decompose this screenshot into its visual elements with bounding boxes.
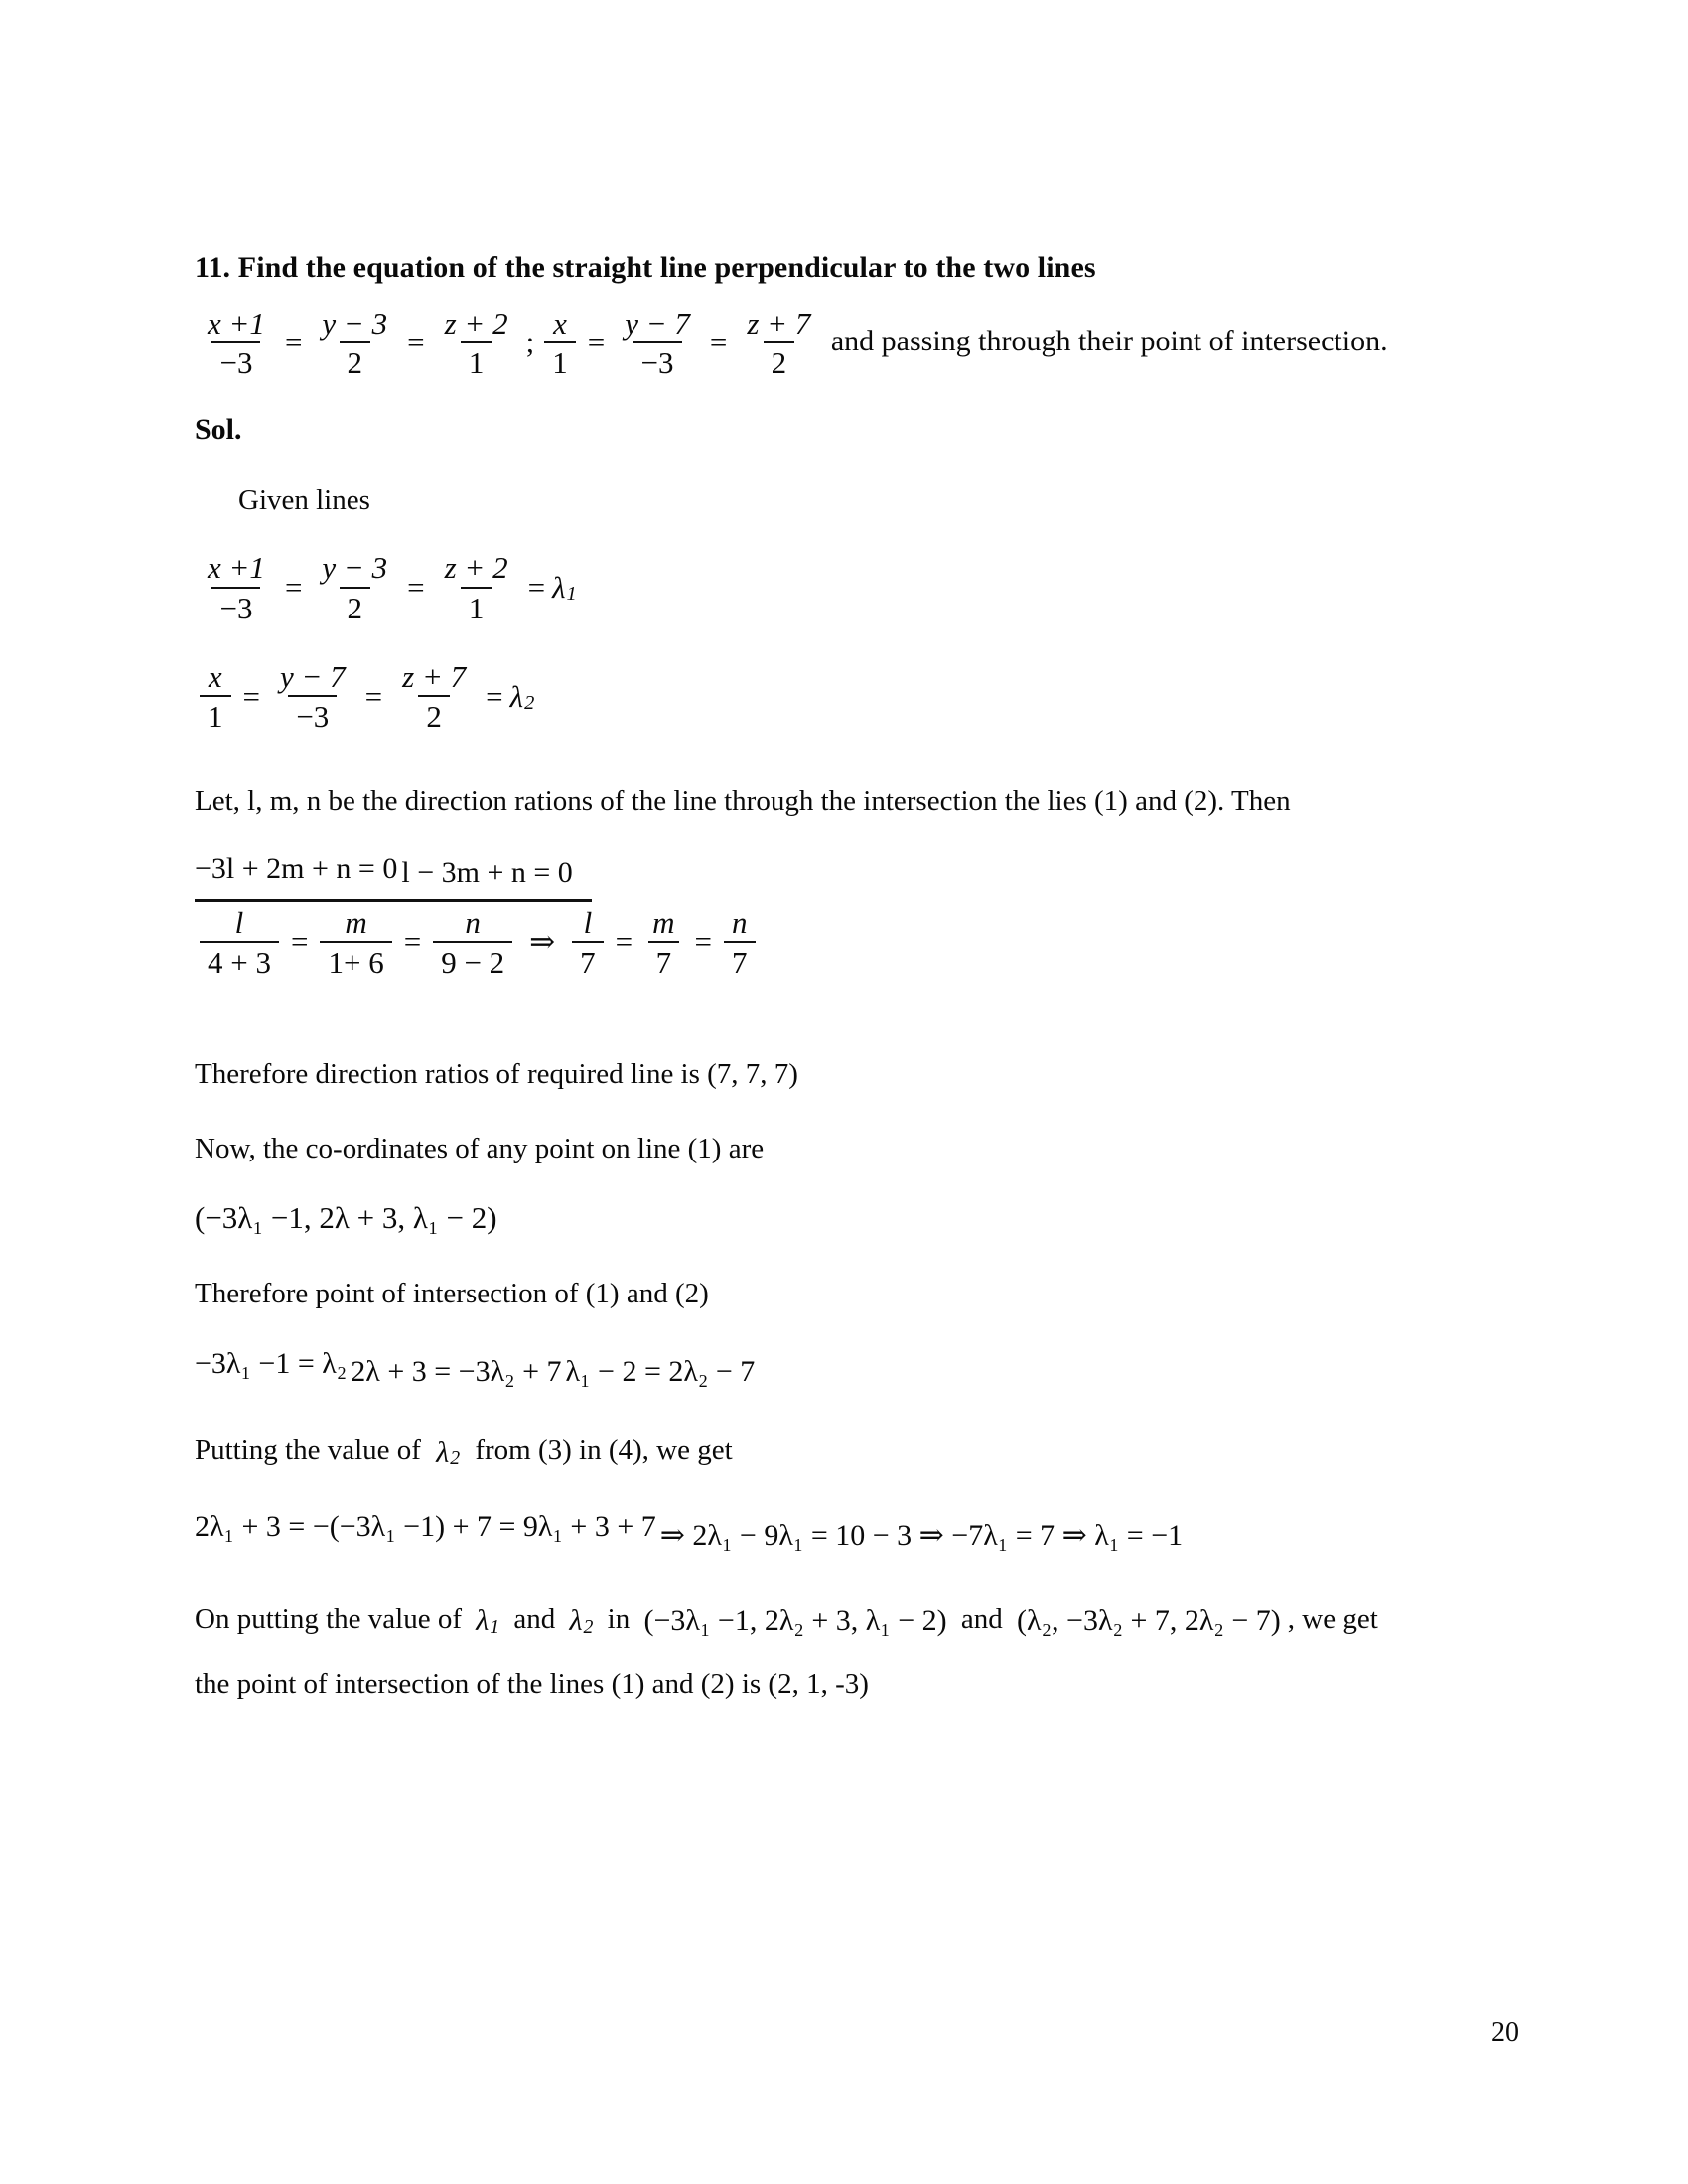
poi-equation-system [195,1339,1485,1389]
therefore-point-of-intersection: Therefore point of intersection of (1) and (2) [195,1277,709,1309]
putting-value-paragraph [195,1431,1485,1473]
question-number: 11. [195,251,231,284]
fraction-y-minus-7-over-neg3: $\frac{y - 7}{-3}$ [625,305,690,380]
fraction-y-minus-3-over-2: $\frac{y - 3}{2}$ [322,305,388,380]
question-heading [195,248,1485,289]
solve-equation-1: 2λ₁ + 3 = −(−3λ₁ −1) + 7 = 9λ₁ + 3 + 7 [195,1510,656,1544]
lambda-1-symbol: λ [552,570,566,605]
system-equation-2: l − 3m + n = 0 [401,855,573,888]
final-point-expression-2: (λ₂, −3λ₂ + 7, 2λ₂ − 7) [1017,1604,1281,1638]
linear-system [195,848,1485,889]
lambda-2-symbol: λ [509,678,524,714]
result-fraction-m: $\frac{m}{7}$ [644,906,682,980]
given-lines-label: Given lines [238,484,370,517]
question-title-text: Find the equation of the straight line perpendicular to the two lines [237,251,1096,284]
poi-equation-3: λ₁ − 2 = 2λ₂ − 7 [565,1355,756,1389]
eq2-fraction-1: $\frac{x}{1}$ [200,660,231,734]
on-putting-and-2: and [960,1602,1003,1635]
cross-multiplication-rule [195,899,592,902]
putting-value-suffix: from (3) in (4), we get [475,1434,733,1467]
inline-lambda-1-a: λ 1 [476,1604,500,1639]
question-equation: $\frac{x +1}{-3}$ = $\frac{y - 3}{2}$ = $\frac{z + 2}{1}$ ; $\frac{x}{1}$ = $\frac{y - 7}{-3}$ = $\frac{z + 7}{2}$ [195,307,823,380]
final-answer-line: the point of intersection of the lines (1) and (2) is (2, 1, -3) [195,1667,869,1700]
final-point-expression-1: (−3λ₁ −1, 2λ₂ + 3, λ₁ − 2) [643,1604,947,1638]
fraction-x-plus-1-over-neg3: $\frac{x +1}{-3}$ [208,305,265,380]
page-content [195,248,1485,1704]
eq1-fraction-1: $\frac{x +1}{-3}$ [208,550,265,625]
system-equation-1: −3l + 2m + n = 0 [195,851,398,885]
therefore-direction-ratios: Therefore direction ratios of required line is (7, 7, 7) [195,1058,798,1091]
lambda-1-subscript: 1 [566,583,577,606]
poi-equation-2: 2λ + 3 = −3λ₂ + 7 [351,1355,562,1389]
fraction-z-plus-7-over-2: $\frac{z + 7}{2}$ [747,305,811,380]
on-putting-suffix: , we get [1287,1602,1378,1635]
inline-lambda-2-b: λ 2 [569,1604,594,1639]
result-fraction-n: $\frac{n}{7}$ [724,906,756,980]
implies-arrow-icon: ⇒ [529,924,556,960]
solve-equation-2: ⇒ 2λ₁ − 9λ₁ = 10 − 3 ⇒ −7λ₁ = 7 ⇒ λ₁ = −1 [659,1518,1184,1552]
given-line-1: $\frac{x +1}{-3}$ = $\frac{y - 3}{2}$ = $\frac{z + 2}{1}$ = λ 1 [195,551,1485,624]
page-number: 20 [1491,2017,1519,2048]
cross-fraction-n: $\frac{n}{9 - 2}$ [433,906,512,980]
on-putting-and: and [513,1602,556,1635]
cross-fraction-m: $\frac{m}{1+ 6}$ [320,906,391,980]
result-fraction-l: $\frac{l}{7}$ [572,906,604,980]
eq2-fraction-3: $\frac{z + 7}{2}$ [402,658,467,735]
cross-fraction-l: $\frac{l}{4 + 3}$ [200,906,279,980]
poi-equation-1: −3λ₁ −1 = λ₂ [195,1347,348,1381]
fraction-x-over-1: $\frac{x}{1}$ [544,307,576,380]
on-putting-in: in [607,1602,631,1635]
lambda-2-subscript: 2 [524,691,535,714]
eq2-fraction-2: $\frac{y - 7}{-3}$ [279,658,346,735]
solve-lambda-block [195,1502,1485,1553]
cross-multiplication-block: $\frac{l}{4 + 3}$ = $\frac{m}{1+ 6}$ = $\frac{n}{9 - 2}$ ⇒ $\frac{l}{7}$ = $\frac{m}{7}$ = $\frac{n}{7}$ [195,899,761,980]
on-putting-paragraph [195,1596,1485,1646]
eq1-fraction-3: $\frac{z + 2}{1}$ [444,550,508,625]
now-coordinates-paragraph: Now, the co-ordinates of any point on line (1) are [195,1133,765,1165]
on-putting-prefix: On putting the value of [195,1602,463,1635]
fraction-z-plus-2-over-1: $\frac{z + 2}{1}$ [444,305,508,380]
inline-lambda-2: λ 2 [436,1435,461,1470]
question-title-tail: and passing through their point of intersection. [830,324,1388,357]
equation-separator: ; [525,325,535,360]
given-line-2: $\frac{x}{1}$ = $\frac{y - 7}{-3}$ = $\frac{z + 7}{2}$ = λ 2 [195,660,1485,734]
eq1-fraction-2: $\frac{y - 3}{2}$ [322,550,388,625]
coordinates-point-expression: (−3λ₁ −1, 2λ + 3, λ₁ − 2) [195,1199,497,1235]
putting-value-prefix: Putting the value of [195,1434,421,1467]
question-equation-line [195,307,1485,380]
direction-ratios-paragraph: Let, l, m, n be the direction rations of the line through the intersection the lies (1) and (2). Then [195,784,1291,817]
solution-label: Sol. [195,413,242,447]
